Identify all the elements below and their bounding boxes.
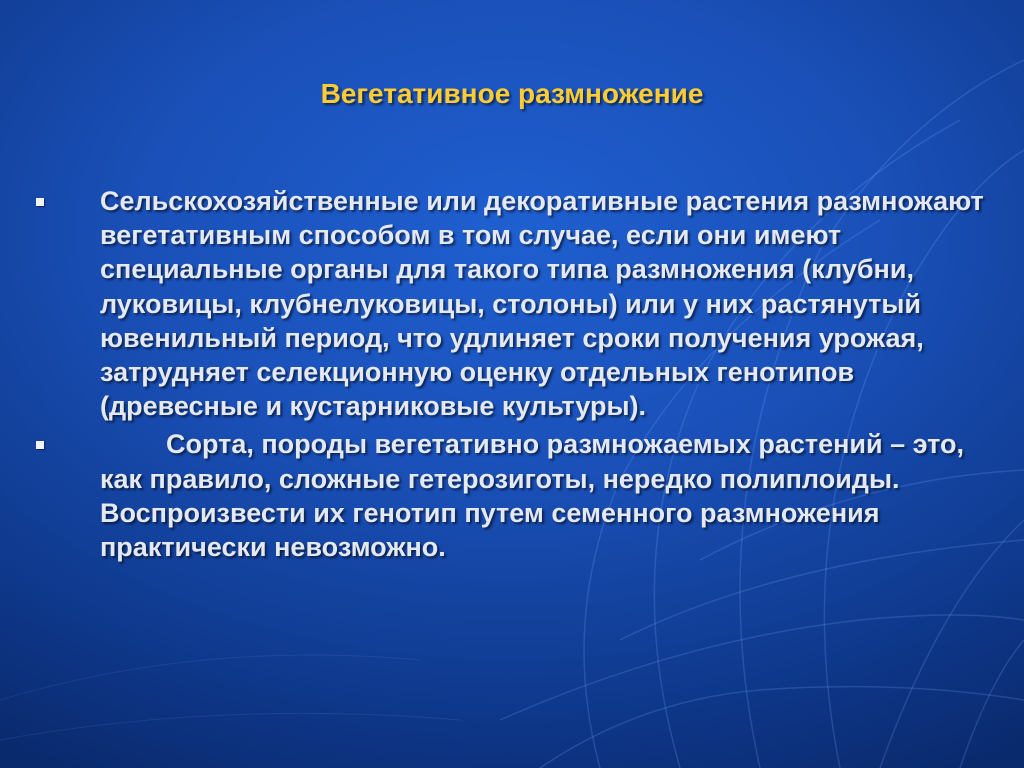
- square-bullet-icon: [36, 441, 44, 449]
- slide-title: Вегетативное размножение: [320, 78, 704, 109]
- bullet-text: Сорта, породы вегетативно размножаемых растений – это, как правило, сложные гетерозиготы, нередко полиплоиды. Воспроизвести их генотип путем семенного размножения практически невозможно.: [100, 429, 965, 563]
- bullet-item: [36, 184, 986, 423]
- bullet-list: [36, 184, 986, 568]
- bullet-text: Сельскохозяйственные или декоративные растения размножают вегетативным способом в том случае, если они имеют специальные органы для такого типа размножения (клубни, луковицы, клубнелуковицы, столоны) или у них растянутый ювенильный период, что удлиняет сроки получения урожая, затрудняет селекционную оценку отдельных генотипов (древесные и кустарниковые культуры).: [100, 186, 984, 422]
- bullet-item: [36, 427, 986, 564]
- square-bullet-icon: [36, 198, 44, 206]
